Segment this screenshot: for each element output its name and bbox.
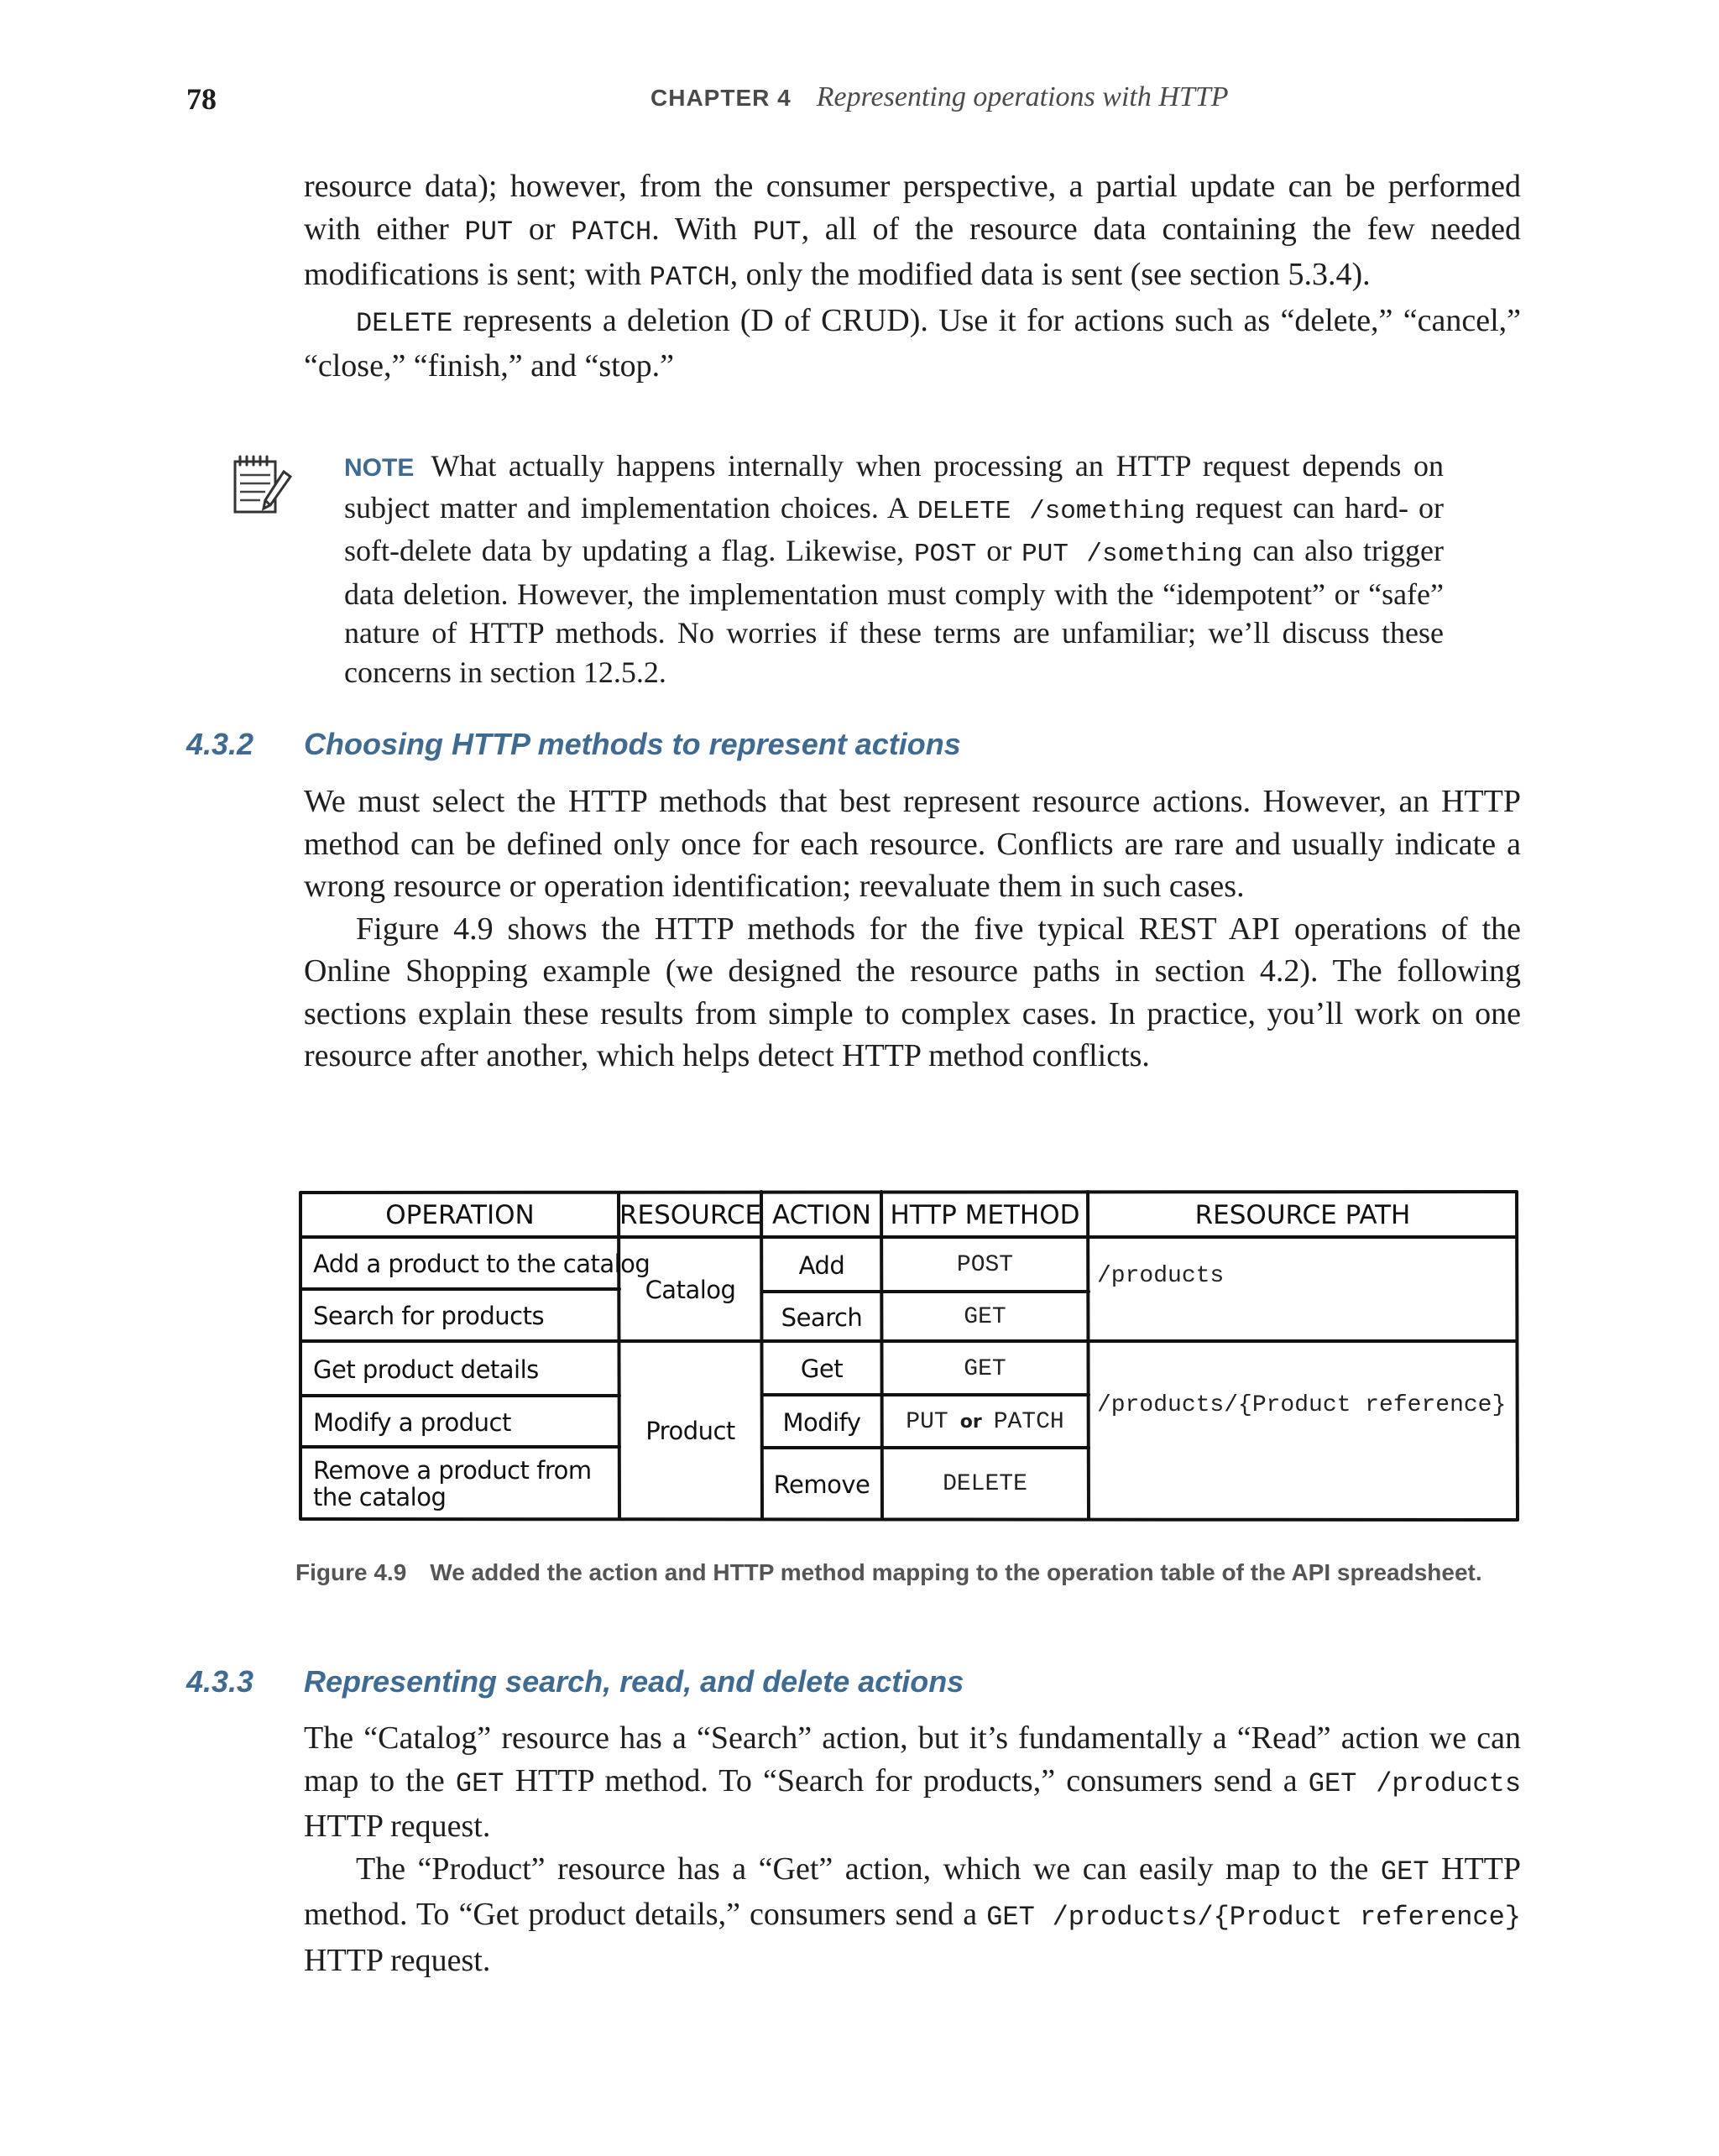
- header-resource-path: RESOURCE PATH: [1194, 1200, 1411, 1230]
- code-run: PUT: [752, 216, 802, 248]
- note-block: [344, 446, 1444, 692]
- intro-block: [304, 165, 1521, 388]
- operation-cell: Modify a product: [313, 1407, 511, 1437]
- operation-cell: Add a product to the catalog: [313, 1250, 651, 1278]
- operation-cell: Get product details: [313, 1355, 539, 1384]
- text-run: HTTP request.: [304, 1809, 491, 1844]
- method-text: GET: [964, 1304, 1006, 1330]
- section-number: 4.3.2: [186, 727, 254, 761]
- code-run: PATCH: [649, 262, 730, 293]
- paragraph: [304, 165, 1521, 300]
- action-cell: Get: [800, 1355, 844, 1383]
- code-run: PUT /something: [1021, 540, 1243, 569]
- text-run: . With: [651, 211, 753, 247]
- method-cell: [882, 1343, 1088, 1395]
- text-run: The “Product” resource has a “Get” action, which we can easily map to the: [356, 1851, 1381, 1887]
- text-run: , all of the resource data containing the few needed modifications is sent; with: [304, 211, 1522, 292]
- section-title: Choosing HTTP methods to represent actions: [304, 727, 961, 761]
- method-cell: [882, 1239, 1088, 1292]
- header-operation: OPERATION: [385, 1200, 535, 1230]
- text-run: or: [976, 534, 1022, 567]
- text-run: What actually happens internally when processing an HTTP request depends on subject matter and implementation choices. A: [344, 449, 1444, 525]
- note-label: NOTE: [344, 454, 415, 482]
- operation-cell: [301, 1449, 619, 1519]
- path-text: /products/{Product reference}: [1097, 1391, 1507, 1418]
- text-run: represents a deletion (D of CRUD). Use it for actions such as “delete,” “cancel,” “close,” “finish,” and “stop.”: [304, 302, 1521, 384]
- text-run: or: [513, 211, 572, 247]
- code-run: POST: [913, 540, 977, 569]
- chapter-label: CHAPTER 4: [651, 85, 792, 111]
- method-text: PATCH: [993, 1409, 1064, 1435]
- action-cell: Modify: [782, 1407, 861, 1437]
- section-title: Representing search, read, and delete actions: [304, 1664, 964, 1699]
- resource-cell: Product: [645, 1417, 735, 1445]
- text-run: HTTP method. To “Get product details,” consumers send a: [304, 1851, 1521, 1932]
- text-run: , only the modified data is sent (see section 5.3.4).: [729, 257, 1371, 292]
- text-run: HTTP request.: [304, 1942, 491, 1978]
- paragraph: We must select the HTTP methods that best represent resource actions. However, an HTTP method can be defined only once for each resource. Conflicts are rare and usually indicate a wrong resource or operation identification; reevaluate them in such cases.: [304, 784, 1521, 904]
- code-run: GET /products: [1308, 1767, 1522, 1799]
- header-resource: RESOURCE: [619, 1200, 762, 1230]
- code-run: DELETE /something: [917, 496, 1186, 526]
- text-run: HTTP method. To “Search for products,” consumers send a: [504, 1762, 1309, 1798]
- action-cell: Remove: [773, 1470, 870, 1499]
- path-text: /products: [1097, 1262, 1225, 1289]
- figure-caption-text: We added the action and HTTP method mapping to the operation table of the API spreadsheet.: [430, 1559, 1482, 1585]
- notepad-pencil-icon: [228, 453, 295, 520]
- text-run: can also trigger data deletion. However, the implementation must comply with the “idempotent” or “safe” nature of HTTP methods. No worries if these terms are unfamiliar; we’ll discuss these concerns in section 12.5.2.: [344, 534, 1444, 689]
- page-number: 78: [186, 82, 217, 116]
- code-run: GET: [1380, 1856, 1429, 1887]
- paragraph: Figure 4.9 shows the HTTP methods for the five typical REST API operations of the Online Shopping example (we designed the resource paths in section 4.2). The following sections explain these results from simple to complex cases. In practice, you’ll work on one resource after another, which helps detect HTTP method conflicts.: [304, 911, 1521, 1073]
- paragraph: [304, 1717, 1521, 1848]
- section-4-3-2-body: [304, 780, 1521, 1078]
- method-cell: [882, 1449, 1088, 1519]
- method-text: PUT: [906, 1409, 948, 1435]
- path-cell: [1097, 1239, 1517, 1313]
- paragraph: [304, 300, 1521, 388]
- path-cell: [1097, 1371, 1517, 1438]
- code-run: GET /products/{Product reference}: [986, 1902, 1522, 1933]
- text-run: resource data); however, from the consumer perspective, a partial update can be performed with either: [304, 169, 1521, 247]
- operation-cell: Search for products: [313, 1302, 545, 1330]
- method-text: GET: [964, 1355, 1006, 1382]
- method-cell: [882, 1396, 1088, 1448]
- action-cell: Search: [781, 1302, 863, 1332]
- section-4-3-3-body: [304, 1717, 1521, 1981]
- note-paragraph: [344, 446, 1444, 692]
- header-action: ACTION: [772, 1200, 871, 1230]
- figure-4-9-table: [298, 1190, 1520, 1522]
- chapter-title: Representing operations with HTTP: [816, 81, 1229, 112]
- figure-label: Figure 4.9: [295, 1559, 407, 1585]
- method-text: POST: [956, 1252, 1014, 1278]
- operation-cell-text: Remove a product from the catalog: [313, 1456, 592, 1511]
- header-http-method: HTTP METHOD: [890, 1200, 1080, 1230]
- method-text: DELETE: [943, 1471, 1027, 1497]
- figure-caption: [295, 1559, 1482, 1586]
- code-run: PUT: [464, 216, 514, 248]
- method-or: or: [959, 1412, 982, 1433]
- running-head: [651, 81, 1229, 113]
- code-run: GET: [455, 1767, 504, 1799]
- code-run: DELETE: [356, 307, 453, 339]
- paragraph: [304, 1848, 1521, 1982]
- method-cell: [882, 1293, 1088, 1341]
- text-run: The “Catalog” resource has a “Search” action, but it’s fundamentally a “Read” action we can map to the: [304, 1720, 1521, 1798]
- code-run: PATCH: [571, 216, 652, 248]
- resource-cell: Catalog: [645, 1276, 736, 1304]
- text-run: request can hard- or soft-delete data by updating a flag. Likewise,: [344, 490, 1444, 567]
- action-cell: Add: [798, 1250, 845, 1280]
- section-number: 4.3.3: [186, 1664, 254, 1699]
